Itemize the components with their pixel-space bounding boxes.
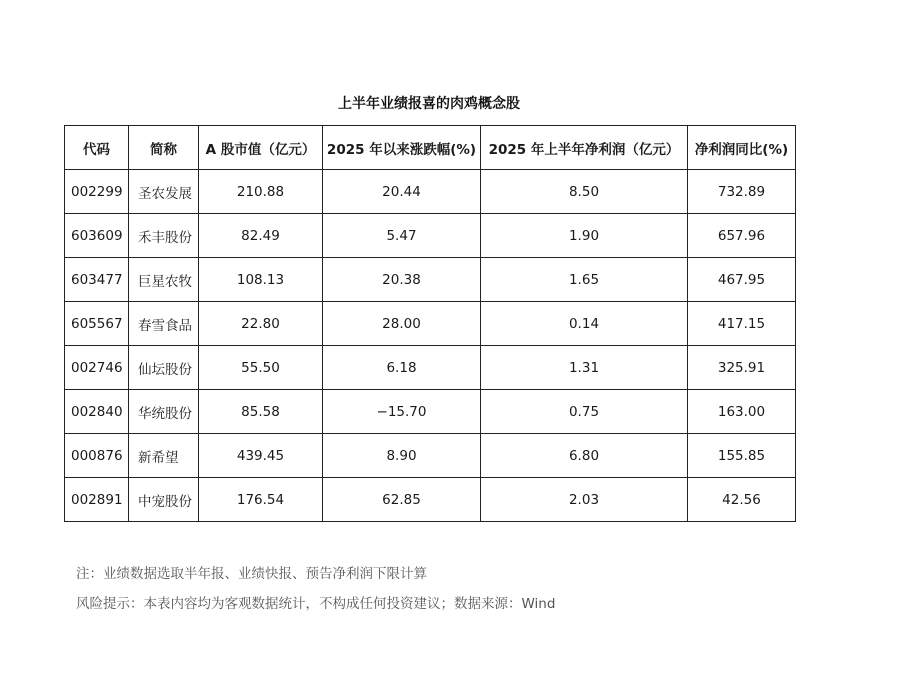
cell-profit-yoy: 163.00: [688, 390, 796, 434]
column-header-market-cap: A 股市值（亿元）: [199, 126, 323, 170]
column-header-profit-yoy: 净利润同比(%): [688, 126, 796, 170]
column-header-h1-net-profit: 2025 年上半年净利润（亿元）: [481, 126, 688, 170]
cell-h1-net-profit: 8.50: [481, 170, 688, 214]
footnotes: [76, 559, 555, 619]
cell-h1-net-profit: 2.03: [481, 478, 688, 522]
cell-code: 605567: [65, 302, 129, 346]
data-source-note: 注：业绩数据选取半年报、业绩快报、预告净利润下限计算: [76, 566, 427, 582]
table-title: 上半年业绩报喜的肉鸡概念股: [338, 96, 520, 112]
cell-name: 中宠股份: [129, 478, 199, 522]
cell-profit-yoy: 325.91: [688, 346, 796, 390]
cell-name: 华统股份: [129, 390, 199, 434]
cell-ytd-change: 5.47: [323, 214, 481, 258]
cell-market-cap: 176.54: [199, 478, 323, 522]
cell-profit-yoy: 417.15: [688, 302, 796, 346]
cell-name: 禾丰股份: [129, 214, 199, 258]
table-row: [65, 478, 796, 522]
table-row: [65, 258, 796, 302]
stock-table: [64, 125, 796, 522]
cell-market-cap: 22.80: [199, 302, 323, 346]
cell-name: 巨星农牧: [129, 258, 199, 302]
cell-h1-net-profit: 1.31: [481, 346, 688, 390]
cell-market-cap: 439.45: [199, 434, 323, 478]
cell-profit-yoy: 732.89: [688, 170, 796, 214]
cell-market-cap: 82.49: [199, 214, 323, 258]
cell-code: 000876: [65, 434, 129, 478]
cell-market-cap: 85.58: [199, 390, 323, 434]
cell-h1-net-profit: 0.14: [481, 302, 688, 346]
cell-code: 002746: [65, 346, 129, 390]
cell-code: 603477: [65, 258, 129, 302]
cell-ytd-change: 8.90: [323, 434, 481, 478]
cell-profit-yoy: 155.85: [688, 434, 796, 478]
risk-disclaimer: 风险提示：本表内容均为客观数据统计，不构成任何投资建议；数据来源：Wind: [76, 596, 556, 612]
column-header-name: 简称: [129, 126, 199, 170]
cell-code: 002299: [65, 170, 129, 214]
cell-profit-yoy: 42.56: [688, 478, 796, 522]
table-row: [65, 434, 796, 478]
cell-profit-yoy: 657.96: [688, 214, 796, 258]
table-row: [65, 346, 796, 390]
cell-name: 春雪食品: [129, 302, 199, 346]
cell-ytd-change: 62.85: [323, 478, 481, 522]
table-row: [65, 214, 796, 258]
cell-name: 仙坛股份: [129, 346, 199, 390]
cell-h1-net-profit: 0.75: [481, 390, 688, 434]
cell-code: 603609: [65, 214, 129, 258]
cell-code: 002840: [65, 390, 129, 434]
cell-ytd-change: 6.18: [323, 346, 481, 390]
cell-h1-net-profit: 1.65: [481, 258, 688, 302]
cell-ytd-change: 20.44: [323, 170, 481, 214]
cell-market-cap: 55.50: [199, 346, 323, 390]
table-row: [65, 390, 796, 434]
cell-name: 新希望: [129, 434, 199, 478]
cell-ytd-change: 28.00: [323, 302, 481, 346]
cell-profit-yoy: 467.95: [688, 258, 796, 302]
cell-ytd-change: 20.38: [323, 258, 481, 302]
table-row: [65, 302, 796, 346]
table-row: [65, 170, 796, 214]
cell-code: 002891: [65, 478, 129, 522]
cell-h1-net-profit: 6.80: [481, 434, 688, 478]
column-header-code: 代码: [65, 126, 129, 170]
cell-market-cap: 108.13: [199, 258, 323, 302]
cell-name: 圣农发展: [129, 170, 199, 214]
cell-market-cap: 210.88: [199, 170, 323, 214]
column-header-ytd-change: 2025 年以来涨跌幅(%): [323, 126, 481, 170]
cell-h1-net-profit: 1.90: [481, 214, 688, 258]
table-header-row: [65, 126, 796, 170]
cell-ytd-change: −15.70: [323, 390, 481, 434]
